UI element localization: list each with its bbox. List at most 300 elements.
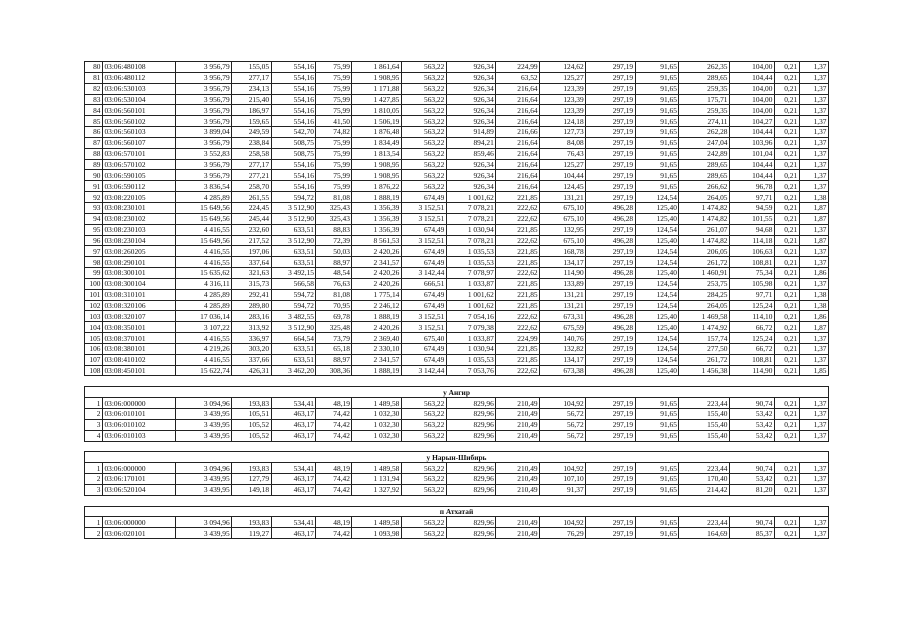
value-cell: 125,24 xyxy=(730,333,775,344)
value-cell: 0,21 xyxy=(774,409,799,420)
cadastral-code-cell: 03:08:260205 xyxy=(102,246,175,257)
value-cell: 463,17 xyxy=(271,419,316,430)
value-cell: 463,17 xyxy=(271,409,316,420)
cadastral-code-cell: 03:06:560103 xyxy=(102,127,175,138)
cadastral-code-cell: 03:08:450101 xyxy=(102,365,175,376)
value-cell: 91,65 xyxy=(635,528,679,539)
value-cell: 0,21 xyxy=(774,528,799,539)
value-cell: 1 489,58 xyxy=(352,463,401,474)
value-cell: 0,21 xyxy=(774,127,799,138)
value-cell: 259,35 xyxy=(679,83,730,94)
value-cell: 206,05 xyxy=(679,246,730,257)
value-cell: 829,96 xyxy=(446,517,495,528)
row-number-cell: 91 xyxy=(85,181,103,192)
value-cell: 0,21 xyxy=(774,311,799,322)
value-cell: 125,40 xyxy=(635,213,679,224)
value-cell: 91,65 xyxy=(635,94,679,105)
value-cell: 131,21 xyxy=(540,289,586,300)
value-cell: 563,22 xyxy=(401,148,446,159)
value-cell: 1 035,53 xyxy=(446,354,495,365)
cadastral-code-cell: 03:08:220105 xyxy=(102,192,175,203)
value-cell: 3 142,44 xyxy=(401,268,446,279)
value-cell: 297,19 xyxy=(586,137,635,148)
value-cell: 2 246,12 xyxy=(352,300,401,311)
table-row xyxy=(85,430,829,441)
value-cell: 75,99 xyxy=(316,159,352,170)
value-cell: 74,42 xyxy=(316,484,352,495)
value-cell: 91,65 xyxy=(635,83,679,94)
row-number-cell: 86 xyxy=(85,127,103,138)
row-number-cell: 1 xyxy=(85,398,103,409)
value-cell: 563,22 xyxy=(401,137,446,148)
row-number-cell: 3 xyxy=(85,484,103,495)
value-cell: 0,21 xyxy=(774,289,799,300)
value-cell: 69,78 xyxy=(316,311,352,322)
value-cell: 297,19 xyxy=(586,192,635,203)
value-cell: 297,19 xyxy=(586,343,635,354)
value-cell: 90,74 xyxy=(730,517,775,528)
value-cell: 131,21 xyxy=(540,192,586,203)
value-cell: 0,21 xyxy=(774,419,799,430)
value-cell: 1 093,98 xyxy=(352,528,401,539)
value-cell: 63,52 xyxy=(496,72,540,83)
value-cell: 1 035,53 xyxy=(446,257,495,268)
value-cell: 1,37 xyxy=(799,148,828,159)
section-header-row xyxy=(85,387,829,398)
value-cell: 1,37 xyxy=(799,517,828,528)
value-cell: 124,62 xyxy=(540,62,586,73)
value-cell: 222,62 xyxy=(496,322,540,333)
value-cell: 66,72 xyxy=(730,343,775,354)
value-cell: 7 053,76 xyxy=(446,365,495,376)
value-cell: 261,72 xyxy=(679,354,730,365)
value-cell: 1 033,87 xyxy=(446,333,495,344)
value-cell: 1 876,22 xyxy=(352,181,401,192)
value-cell: 103,96 xyxy=(730,137,775,148)
value-cell: 673,31 xyxy=(540,311,586,322)
value-cell: 297,19 xyxy=(586,224,635,235)
value-cell: 4 416,55 xyxy=(176,224,232,235)
table-row xyxy=(85,83,829,94)
value-cell: 210,49 xyxy=(496,463,540,474)
cadastral-code-cell: 03:06:530104 xyxy=(102,94,175,105)
value-cell: 563,22 xyxy=(401,72,446,83)
value-cell: 534,41 xyxy=(271,517,316,528)
cadastral-code-cell: 03:06:020101 xyxy=(102,528,175,539)
value-cell: 563,22 xyxy=(401,398,446,409)
cadastral-code-cell: 03:08:290101 xyxy=(102,257,175,268)
value-cell: 259,35 xyxy=(679,105,730,116)
table-row xyxy=(85,268,829,279)
value-cell: 829,96 xyxy=(446,474,495,485)
value-cell: 289,80 xyxy=(232,300,271,311)
value-cell: 313,92 xyxy=(232,322,271,333)
value-cell: 0,21 xyxy=(774,170,799,181)
section-header-row xyxy=(85,506,829,517)
value-cell: 127,73 xyxy=(540,127,586,138)
value-cell: 222,62 xyxy=(496,235,540,246)
value-cell: 1 469,58 xyxy=(679,311,730,322)
value-cell: 1 035,53 xyxy=(446,246,495,257)
value-cell: 0,21 xyxy=(774,365,799,376)
value-cell: 297,19 xyxy=(586,181,635,192)
value-cell: 563,22 xyxy=(401,159,446,170)
value-cell: 563,22 xyxy=(401,127,446,138)
value-cell: 297,19 xyxy=(586,105,635,116)
value-cell: 75,99 xyxy=(316,105,352,116)
value-cell: 1 001,62 xyxy=(446,289,495,300)
value-cell: 216,64 xyxy=(496,159,540,170)
value-cell: 1 810,05 xyxy=(352,105,401,116)
value-cell: 104,92 xyxy=(540,398,586,409)
table-row xyxy=(85,137,829,148)
value-cell: 277,17 xyxy=(232,72,271,83)
value-cell: 15 635,62 xyxy=(176,268,232,279)
value-cell: 210,49 xyxy=(496,528,540,539)
value-cell: 926,34 xyxy=(446,116,495,127)
value-cell: 15 622,74 xyxy=(176,365,232,376)
value-cell: 496,28 xyxy=(586,202,635,213)
table-row xyxy=(85,72,829,83)
value-cell: 88,83 xyxy=(316,224,352,235)
value-cell: 124,54 xyxy=(635,354,679,365)
cadastral-code-cell: 03:06:560101 xyxy=(102,105,175,116)
value-cell: 1,37 xyxy=(799,127,828,138)
value-cell: 193,83 xyxy=(232,398,271,409)
value-cell: 48,19 xyxy=(316,517,352,528)
value-cell: 97,71 xyxy=(730,192,775,203)
value-cell: 1,37 xyxy=(799,246,828,257)
value-cell: 1 775,14 xyxy=(352,289,401,300)
value-cell: 463,17 xyxy=(271,430,316,441)
value-cell: 221,85 xyxy=(496,343,540,354)
value-cell: 4 416,55 xyxy=(176,246,232,257)
value-cell: 496,28 xyxy=(586,213,635,224)
value-cell: 74,42 xyxy=(316,474,352,485)
value-cell: 297,19 xyxy=(586,278,635,289)
value-cell: 674,49 xyxy=(401,224,446,235)
value-cell: 91,65 xyxy=(635,419,679,430)
value-cell: 76,43 xyxy=(540,148,586,159)
value-cell: 1 876,48 xyxy=(352,127,401,138)
value-cell: 1 001,62 xyxy=(446,300,495,311)
value-cell: 216,64 xyxy=(496,83,540,94)
row-number-cell: 84 xyxy=(85,105,103,116)
value-cell: 563,22 xyxy=(401,463,446,474)
table-row xyxy=(85,159,829,170)
value-cell: 104,92 xyxy=(540,463,586,474)
value-cell: 91,65 xyxy=(635,148,679,159)
spacer-row xyxy=(85,495,829,506)
value-cell: 124,54 xyxy=(635,300,679,311)
value-cell: 15 649,56 xyxy=(176,202,232,213)
cadastral-code-cell: 03:06:480112 xyxy=(102,72,175,83)
value-cell: 114,90 xyxy=(730,365,775,376)
value-cell: 155,40 xyxy=(679,409,730,420)
value-cell: 297,19 xyxy=(586,170,635,181)
value-cell: 1 474,82 xyxy=(679,213,730,224)
value-cell: 104,44 xyxy=(730,72,775,83)
value-cell: 3 152,51 xyxy=(401,213,446,224)
value-cell: 554,16 xyxy=(271,105,316,116)
value-cell: 2 420,26 xyxy=(352,278,401,289)
value-cell: 210,49 xyxy=(496,517,540,528)
value-cell: 321,63 xyxy=(232,268,271,279)
value-cell: 0,21 xyxy=(774,322,799,333)
value-cell: 216,64 xyxy=(496,181,540,192)
value-cell: 277,21 xyxy=(232,170,271,181)
value-cell: 3 152,51 xyxy=(401,202,446,213)
cadastral-code-cell: 03:08:320107 xyxy=(102,311,175,322)
value-cell: 221,85 xyxy=(496,300,540,311)
value-cell: 0,21 xyxy=(774,430,799,441)
value-cell: 563,22 xyxy=(401,181,446,192)
value-cell: 297,19 xyxy=(586,333,635,344)
value-cell: 1 001,62 xyxy=(446,192,495,203)
value-cell: 81,20 xyxy=(730,484,775,495)
value-cell: 210,49 xyxy=(496,484,540,495)
value-cell: 94,68 xyxy=(730,224,775,235)
value-cell: 542,70 xyxy=(271,127,316,138)
value-cell: 554,16 xyxy=(271,116,316,127)
value-cell: 674,49 xyxy=(401,354,446,365)
value-cell: 258,58 xyxy=(232,148,271,159)
value-cell: 3 439,95 xyxy=(176,528,232,539)
cadastral-code-cell: 03:06:010101 xyxy=(102,409,175,420)
value-cell: 1 474,92 xyxy=(679,322,730,333)
value-cell: 563,22 xyxy=(401,116,446,127)
value-cell: 76,63 xyxy=(316,278,352,289)
value-cell: 97,71 xyxy=(730,289,775,300)
value-cell: 210,49 xyxy=(496,419,540,430)
value-cell: 186,97 xyxy=(232,105,271,116)
cadastral-code-cell: 03:06:000000 xyxy=(102,517,175,528)
value-cell: 216,64 xyxy=(496,170,540,181)
value-cell: 72,39 xyxy=(316,235,352,246)
value-cell: 53,42 xyxy=(730,430,775,441)
value-cell: 554,16 xyxy=(271,72,316,83)
value-cell: 297,19 xyxy=(586,246,635,257)
value-cell: 675,10 xyxy=(540,213,586,224)
table-row xyxy=(85,474,829,485)
value-cell: 0,21 xyxy=(774,463,799,474)
row-number-cell: 95 xyxy=(85,224,103,235)
value-cell: 222,62 xyxy=(496,213,540,224)
value-cell: 3 152,51 xyxy=(401,311,446,322)
value-cell: 7 078,21 xyxy=(446,235,495,246)
value-cell: 114,10 xyxy=(730,311,775,322)
value-cell: 1 032,30 xyxy=(352,430,401,441)
value-cell: 85,37 xyxy=(730,528,775,539)
value-cell: 554,16 xyxy=(271,62,316,73)
table-row xyxy=(85,213,829,224)
value-cell: 123,39 xyxy=(540,94,586,105)
value-cell: 297,19 xyxy=(586,72,635,83)
value-cell: 101,55 xyxy=(730,213,775,224)
table-row xyxy=(85,343,829,354)
value-cell: 297,19 xyxy=(586,517,635,528)
value-cell: 114,18 xyxy=(730,235,775,246)
value-cell: 155,40 xyxy=(679,430,730,441)
value-cell: 94,59 xyxy=(730,202,775,213)
value-cell: 1,37 xyxy=(799,224,828,235)
row-number-cell: 88 xyxy=(85,148,103,159)
value-cell: 674,49 xyxy=(401,257,446,268)
value-cell: 325,43 xyxy=(316,202,352,213)
value-cell: 75,99 xyxy=(316,94,352,105)
value-cell: 75,99 xyxy=(316,137,352,148)
value-cell: 221,85 xyxy=(496,257,540,268)
value-cell: 238,84 xyxy=(232,137,271,148)
value-cell: 104,44 xyxy=(730,127,775,138)
value-cell: 132,95 xyxy=(540,224,586,235)
value-cell: 633,51 xyxy=(271,354,316,365)
value-cell: 0,21 xyxy=(774,137,799,148)
value-cell: 297,19 xyxy=(586,257,635,268)
value-cell: 90,74 xyxy=(730,463,775,474)
table-row xyxy=(85,289,829,300)
value-cell: 325,43 xyxy=(316,213,352,224)
value-cell: 1 888,19 xyxy=(352,192,401,203)
value-cell: 297,19 xyxy=(586,127,635,138)
table-row xyxy=(85,463,829,474)
value-cell: 4 219,26 xyxy=(176,343,232,354)
value-cell: 125,40 xyxy=(635,365,679,376)
table-row xyxy=(85,398,829,409)
value-cell: 829,96 xyxy=(446,409,495,420)
value-cell: 297,19 xyxy=(586,463,635,474)
spacer-row xyxy=(85,441,829,452)
value-cell: 496,28 xyxy=(586,365,635,376)
value-cell: 249,59 xyxy=(232,127,271,138)
value-cell: 1,37 xyxy=(799,181,828,192)
value-cell: 926,34 xyxy=(446,72,495,83)
value-cell: 223,44 xyxy=(679,463,730,474)
value-cell: 223,44 xyxy=(679,398,730,409)
table-row xyxy=(85,170,829,181)
cadastral-code-cell: 03:08:230104 xyxy=(102,235,175,246)
value-cell: 81,08 xyxy=(316,192,352,203)
value-cell: 926,34 xyxy=(446,159,495,170)
value-cell: 2 420,26 xyxy=(352,246,401,257)
value-cell: 0,21 xyxy=(774,484,799,495)
value-cell: 210,49 xyxy=(496,398,540,409)
cadastral-code-cell: 03:08:410102 xyxy=(102,354,175,365)
row-number-cell: 3 xyxy=(85,419,103,430)
value-cell: 108,81 xyxy=(730,257,775,268)
value-cell: 3 482,55 xyxy=(271,311,316,322)
value-cell: 101,04 xyxy=(730,148,775,159)
value-cell: 4 416,55 xyxy=(176,333,232,344)
cadastral-code-cell: 03:06:560102 xyxy=(102,116,175,127)
cadastral-code-cell: 03:08:370101 xyxy=(102,333,175,344)
value-cell: 3 512,90 xyxy=(271,322,316,333)
value-cell: 127,79 xyxy=(232,474,271,485)
value-cell: 297,19 xyxy=(586,159,635,170)
value-cell: 108,81 xyxy=(730,354,775,365)
value-cell: 563,22 xyxy=(401,517,446,528)
row-number-cell: 107 xyxy=(85,354,103,365)
value-cell: 297,19 xyxy=(586,430,635,441)
value-cell: 1 908,95 xyxy=(352,159,401,170)
value-cell: 0,21 xyxy=(774,300,799,311)
value-cell: 496,28 xyxy=(586,311,635,322)
value-cell: 633,51 xyxy=(271,257,316,268)
value-cell: 3 107,22 xyxy=(176,322,232,333)
value-cell: 1,37 xyxy=(799,343,828,354)
value-cell: 2 341,57 xyxy=(352,354,401,365)
value-cell: 563,22 xyxy=(401,528,446,539)
value-cell: 224,99 xyxy=(496,333,540,344)
value-cell: 289,65 xyxy=(679,170,730,181)
row-number-cell: 80 xyxy=(85,62,103,73)
cadastral-code-cell: 03:08:230101 xyxy=(102,202,175,213)
value-cell: 0,21 xyxy=(774,159,799,170)
table-row xyxy=(85,202,829,213)
value-cell: 308,36 xyxy=(316,365,352,376)
value-cell: 155,05 xyxy=(232,62,271,73)
row-number-cell: 2 xyxy=(85,409,103,420)
value-cell: 297,19 xyxy=(586,83,635,94)
value-cell: 563,22 xyxy=(401,484,446,495)
value-cell: 222,62 xyxy=(496,311,540,322)
value-cell: 829,96 xyxy=(446,484,495,495)
value-cell: 75,99 xyxy=(316,72,352,83)
table-row xyxy=(85,409,829,420)
value-cell: 894,21 xyxy=(446,137,495,148)
value-cell: 0,21 xyxy=(774,398,799,409)
value-cell: 1 032,30 xyxy=(352,419,401,430)
value-cell: 74,82 xyxy=(316,127,352,138)
value-cell: 1,86 xyxy=(799,311,828,322)
value-cell: 0,21 xyxy=(774,246,799,257)
table-row xyxy=(85,517,829,528)
value-cell: 1,37 xyxy=(799,116,828,127)
table-row xyxy=(85,116,829,127)
cadastral-code-cell: 03:06:000000 xyxy=(102,463,175,474)
value-cell: 197,06 xyxy=(232,246,271,257)
value-cell: 1 813,54 xyxy=(352,148,401,159)
value-cell: 1,37 xyxy=(799,409,828,420)
value-cell: 0,21 xyxy=(774,257,799,268)
value-cell: 1,37 xyxy=(799,257,828,268)
value-cell: 1 171,88 xyxy=(352,83,401,94)
cadastral-code-cell: 03:06:480108 xyxy=(102,62,175,73)
value-cell: 223,44 xyxy=(679,517,730,528)
value-cell: 7 078,21 xyxy=(446,213,495,224)
value-cell: 124,54 xyxy=(635,257,679,268)
cadastral-code-cell: 03:06:000000 xyxy=(102,398,175,409)
value-cell: 325,48 xyxy=(316,322,352,333)
value-cell: 66,72 xyxy=(730,322,775,333)
value-cell: 104,27 xyxy=(730,116,775,127)
value-cell: 675,10 xyxy=(540,235,586,246)
table-row xyxy=(85,365,829,376)
value-cell: 277,50 xyxy=(679,343,730,354)
value-cell: 1 474,82 xyxy=(679,235,730,246)
value-cell: 124,54 xyxy=(635,192,679,203)
value-cell: 216,64 xyxy=(496,105,540,116)
value-cell: 1 888,19 xyxy=(352,311,401,322)
value-cell: 125,40 xyxy=(635,322,679,333)
row-number-cell: 99 xyxy=(85,268,103,279)
value-cell: 0,21 xyxy=(774,354,799,365)
value-cell: 563,22 xyxy=(401,170,446,181)
value-cell: 563,22 xyxy=(401,105,446,116)
value-cell: 297,19 xyxy=(586,300,635,311)
value-cell: 2 420,26 xyxy=(352,322,401,333)
value-cell: 123,39 xyxy=(540,105,586,116)
